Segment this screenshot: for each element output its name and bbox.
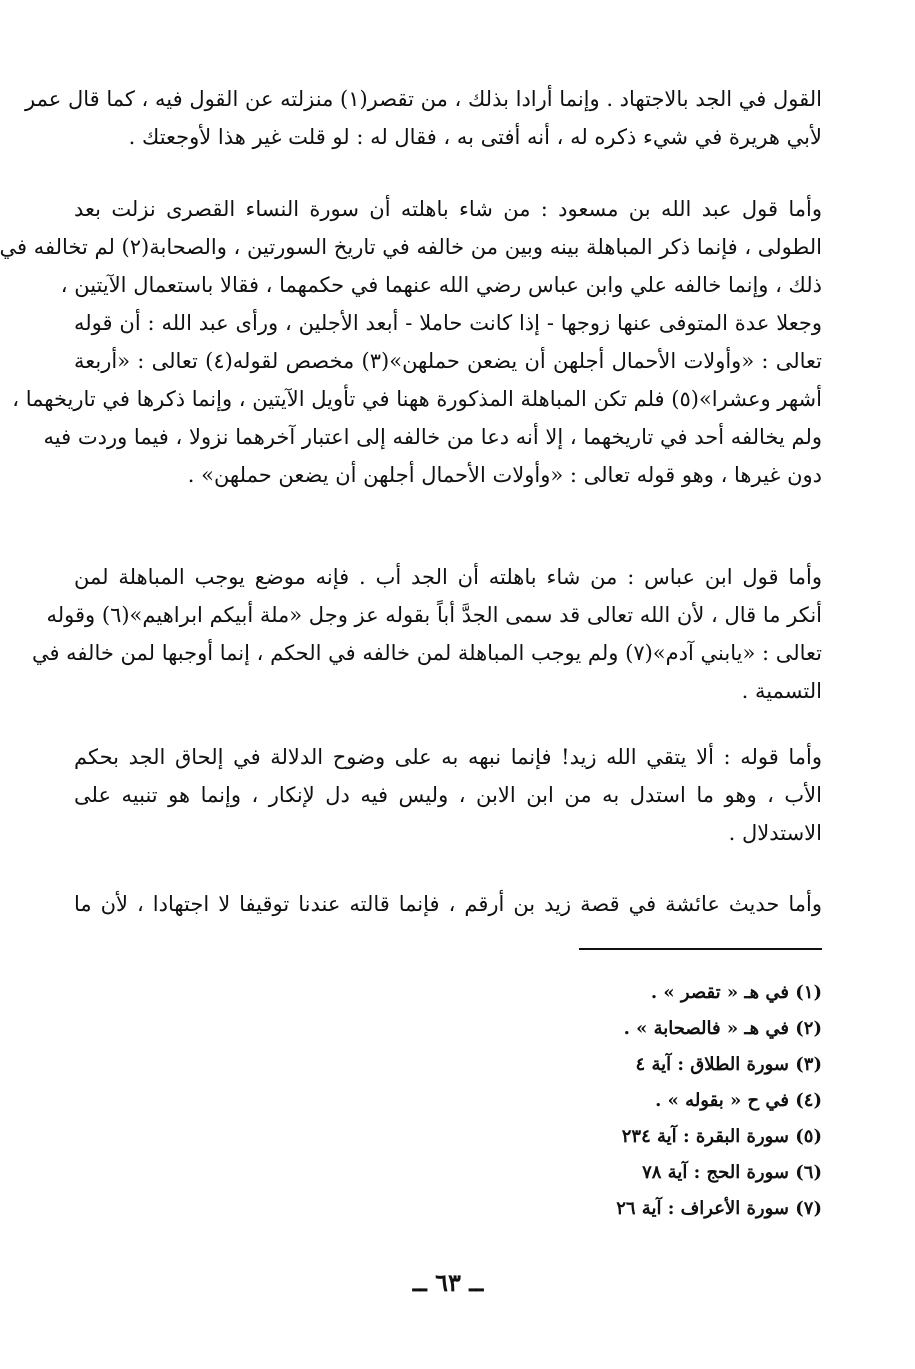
text-line: دون غيرها ، وهو قوله تعالى : «وأولات الأحمال أجلهن أن يضعن حملهن» . [187,463,822,487]
text-line: وأما قوله : ألا يتقي الله زيد! فإنما نبهه به على وضوح الدلالة في إلحاق الجد بحكم [74,745,822,769]
page-number: ــ ٦٣ ــ [412,1268,484,1297]
text-line: أنكر ما قال ، لأن الله تعالى قد سمى الجدَّ أباً بقوله عز وجل «ملة أبيكم ابراهيم»(٦) وقوله [46,603,822,627]
paragraph-1 [25,80,822,156]
text-line: وأما قول ابن عباس : من شاء باهلته أن الجد أب . فإنه موضع يوجب المباهلة لمن [74,565,822,589]
footnote-3: (٣) سورة الطلاق : آية ٤ [635,1054,822,1075]
text-line: الاستدلال . [728,821,822,845]
text-line: ولم يخالفه أحد في تاريخهما ، إلا أنه دعا من خالفه إلى اعتبار آخرهما نزولا ، فيما وردت فيه [43,425,822,449]
footnote-4: (٤) في ح « بقوله » . [655,1090,822,1111]
text-line: الطولى ، فإنما ذكر المباهلة بينه وبين من خالفه في تاريخ السورتين ، والصحابة(٢) لم تخالفه في [0,235,822,259]
footnote-6: (٦) سورة الحج : آية ٧٨ [642,1162,822,1183]
footnotes-list [74,975,822,1227]
footnote-divider [579,948,822,950]
text-line: أشهر وعشرا»(٥) فلم تكن المباهلة المذكورة ههنا في تأويل الآيتين ، وإنما ذكرها في تاريخهما ، [12,387,822,411]
paragraph-5 [74,885,822,923]
text-line: وأما قول عبد الله بن مسعود : من شاء باهلته أن سورة النساء القصرى نزلت بعد [74,197,822,221]
footnote-2: (٢) في هـ « فالصحابة » . [623,1018,822,1039]
text-line: لأبي هريرة في شيء ذكره له ، أنه أفتى به ، فقال له : لو قلت غير هذا لأوجعتك . [128,125,822,149]
text-line: وجعلا عدة المتوفى عنها زوجها - إذا كانت حاملا - أبعد الأجلين ، ورأى عبد الله : أن قوله [74,311,822,335]
text-line: القول في الجد بالاجتهاد . وإنما أرادا بذلك ، من تقصر(١) منزلته عن القول فيه ، كما قال عمر [25,87,822,111]
paragraph-4 [74,738,822,852]
text-line: وأما حديث عائشة في قصة زيد بن أرقم ، فإنما قالته عندنا توقيفا لا اجتهادا ، لأن ما [74,892,822,916]
text-line: الأب ، وهو ما استدل به من ابن الابن ، وليس فيه دل لإنكار ، وإنما هو تنبيه على [74,783,822,807]
footnote-1: (١) في هـ « تقصر » . [650,982,822,1003]
paragraph-3 [31,558,822,710]
paragraph-2 [0,190,822,494]
footnote-5: (٥) سورة البقرة : آية ٢٣٤ [621,1126,822,1147]
text-line: تعالى : «يابني آدم»(٧) ولم يوجب المباهلة لمن خالفه في الحكم ، إنما أوجبها لمن خالفه في [31,641,822,665]
text-line: ذلك ، وإنما خالفه علي وابن عباس رضي الله عنهما في حكمهما ، فقالا باستعمال الآيتين ، [60,273,822,297]
text-line: التسمية . [741,679,822,703]
text-line: تعالى : «وأولات الأحمال أجلهن أن يضعن حملهن»(٣) مخصص لقوله(٤) تعالى : «أربعة [74,349,822,373]
footnote-7: (٧) سورة الأعراف : آية ٢٦ [616,1198,822,1219]
